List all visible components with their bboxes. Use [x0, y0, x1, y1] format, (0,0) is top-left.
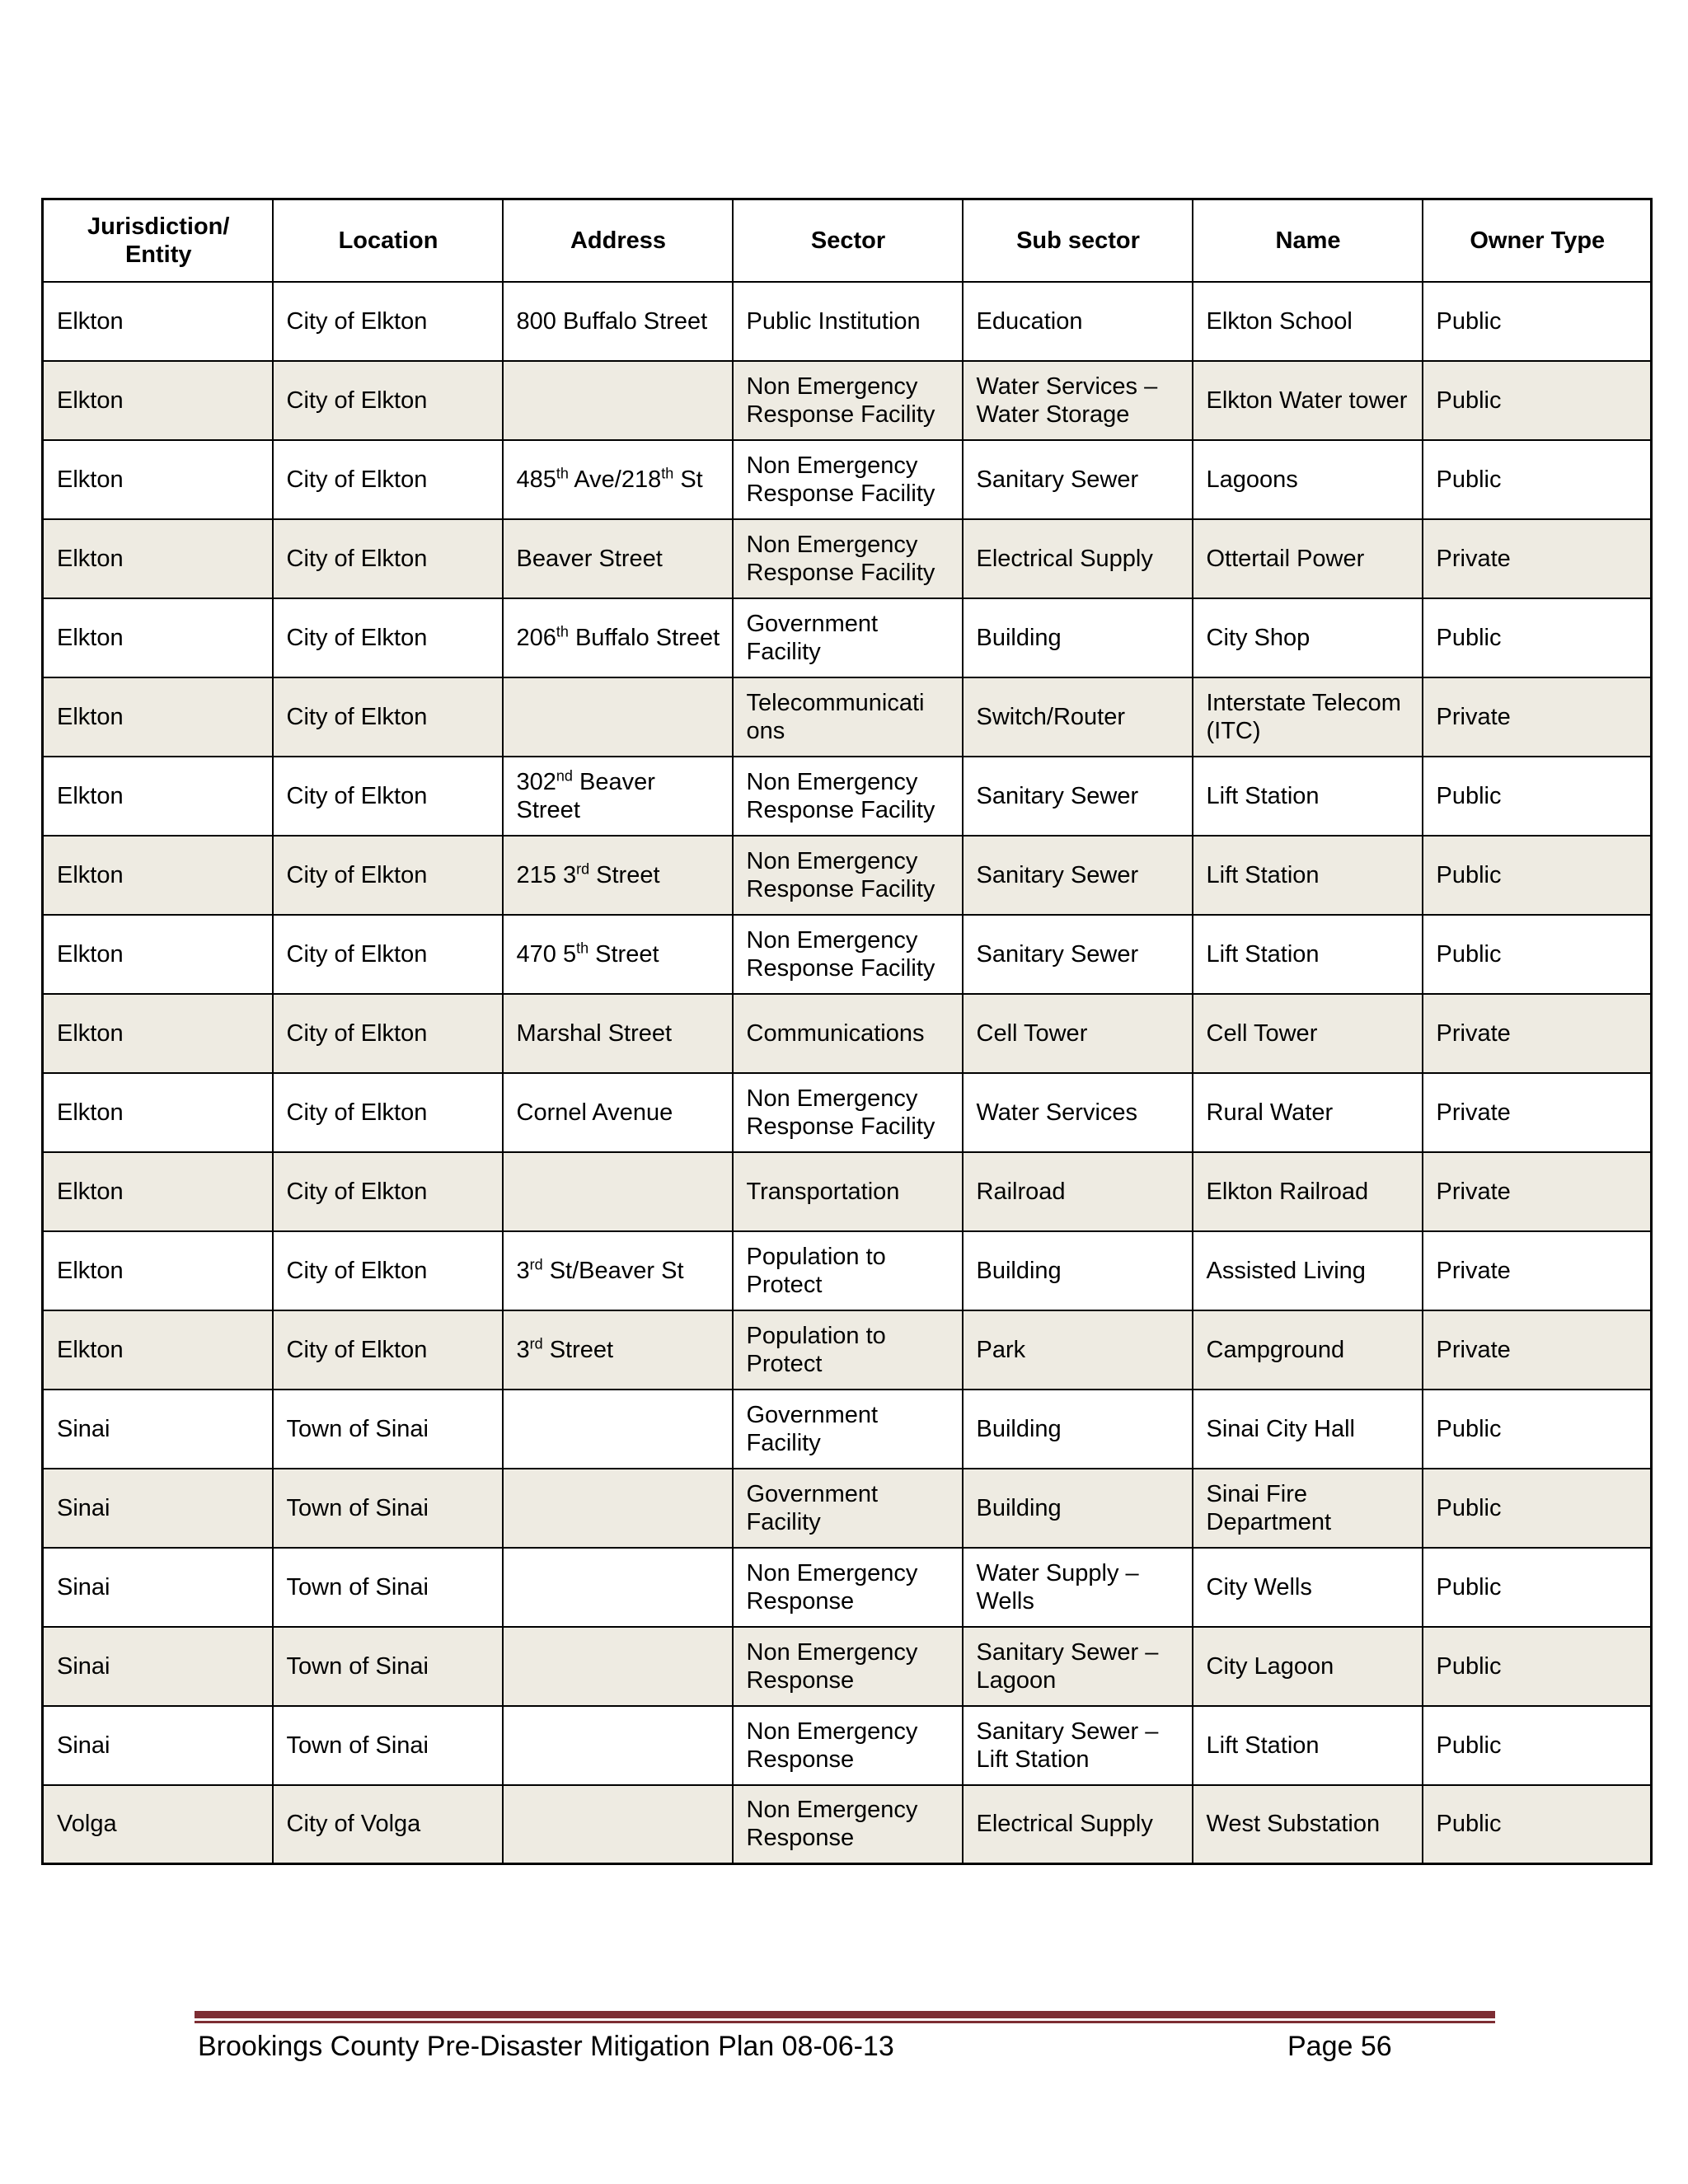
cell-address: Cornel Avenue: [503, 1073, 733, 1152]
cell-subsector: Sanitary Sewer: [963, 915, 1193, 994]
cell-location: City of Elkton: [273, 1231, 503, 1310]
table-row: [43, 440, 1652, 519]
cell-jurisdiction: Sinai: [43, 1548, 273, 1627]
cell-address: Marshal Street: [503, 994, 733, 1073]
table-row: [43, 994, 1652, 1073]
cell-name: Interstate Telecom (ITC): [1193, 677, 1423, 757]
table-row: [43, 836, 1652, 915]
cell-location: City of Elkton: [273, 519, 503, 598]
cell-subsector: Railroad: [963, 1152, 1193, 1231]
cell-jurisdiction: Elkton: [43, 836, 273, 915]
cell-owner-type: Public: [1423, 757, 1652, 836]
cell-owner-type: Public: [1423, 282, 1652, 361]
cell-owner-type: Public: [1423, 1627, 1652, 1706]
cell-jurisdiction: Elkton: [43, 757, 273, 836]
cell-sector: Non Emergency Response: [733, 1706, 963, 1785]
cell-address: [503, 1627, 733, 1706]
cell-name: Assisted Living: [1193, 1231, 1423, 1310]
cell-owner-type: Public: [1423, 915, 1652, 994]
cell-owner-type: Public: [1423, 440, 1652, 519]
cell-owner-type: Public: [1423, 1469, 1652, 1548]
cell-location: City of Elkton: [273, 440, 503, 519]
cell-owner-type: Private: [1423, 1152, 1652, 1231]
cell-subsector: Building: [963, 1469, 1193, 1548]
cell-sector: Non Emergency Response: [733, 1785, 963, 1864]
cell-subsector: Park: [963, 1310, 1193, 1390]
header-jurisdiction: Jurisdiction/ Entity: [43, 199, 273, 282]
cell-owner-type: Public: [1423, 1785, 1652, 1864]
cell-location: City of Elkton: [273, 1310, 503, 1390]
cell-location: Town of Sinai: [273, 1390, 503, 1469]
page-number: Page 56: [1287, 2031, 1392, 2062]
header-sector: Sector: [733, 199, 963, 282]
cell-location: Town of Sinai: [273, 1706, 503, 1785]
cell-sector: Government Facility: [733, 1469, 963, 1548]
table-body: [43, 282, 1652, 1864]
cell-owner-type: Public: [1423, 598, 1652, 677]
table-row: [43, 1469, 1652, 1548]
cell-location: City of Elkton: [273, 361, 503, 440]
cell-location: City of Elkton: [273, 915, 503, 994]
cell-subsector: Building: [963, 598, 1193, 677]
cell-jurisdiction: Elkton: [43, 440, 273, 519]
cell-name: Lift Station: [1193, 836, 1423, 915]
cell-name: City Lagoon: [1193, 1627, 1423, 1706]
table-header: [43, 199, 1652, 282]
cell-subsector: Water Services: [963, 1073, 1193, 1152]
critical-facilities-table: [41, 198, 1653, 1865]
table-row: [43, 598, 1652, 677]
cell-name: Elkton Water tower: [1193, 361, 1423, 440]
cell-location: City of Elkton: [273, 677, 503, 757]
cell-location: Town of Sinai: [273, 1469, 503, 1548]
cell-location: City of Elkton: [273, 1152, 503, 1231]
table-row: [43, 519, 1652, 598]
cell-name: Campground: [1193, 1310, 1423, 1390]
cell-address: 302nd Beaver Street: [503, 757, 733, 836]
cell-jurisdiction: Elkton: [43, 1152, 273, 1231]
cell-name: Lift Station: [1193, 1706, 1423, 1785]
cell-subsector: Sanitary Sewer – Lagoon: [963, 1627, 1193, 1706]
cell-jurisdiction: Volga: [43, 1785, 273, 1864]
cell-owner-type: Private: [1423, 1073, 1652, 1152]
table-row: [43, 1073, 1652, 1152]
cell-name: City Shop: [1193, 598, 1423, 677]
table-row: [43, 1627, 1652, 1706]
cell-address: [503, 1152, 733, 1231]
cell-location: City of Volga: [273, 1785, 503, 1864]
cell-address: 800 Buffalo Street: [503, 282, 733, 361]
table-row: [43, 1785, 1652, 1864]
header-address: Address: [503, 199, 733, 282]
cell-subsector: Sanitary Sewer: [963, 757, 1193, 836]
cell-sector: Transportation: [733, 1152, 963, 1231]
cell-jurisdiction: Sinai: [43, 1469, 273, 1548]
cell-address: 3rd Street: [503, 1310, 733, 1390]
cell-owner-type: Public: [1423, 1390, 1652, 1469]
cell-address: [503, 1469, 733, 1548]
cell-jurisdiction: Sinai: [43, 1627, 273, 1706]
facilities-table-container: [41, 198, 1650, 1865]
cell-subsector: Switch/Router: [963, 677, 1193, 757]
cell-sector: Telecommunicati ons: [733, 677, 963, 757]
table-row: [43, 915, 1652, 994]
cell-sector: Government Facility: [733, 598, 963, 677]
cell-address: 3rd St/Beaver St: [503, 1231, 733, 1310]
cell-jurisdiction: Elkton: [43, 598, 273, 677]
cell-sector: Population to Protect: [733, 1310, 963, 1390]
cell-owner-type: Public: [1423, 836, 1652, 915]
cell-subsector: Building: [963, 1231, 1193, 1310]
cell-address: [503, 1390, 733, 1469]
header-subsector: Sub sector: [963, 199, 1193, 282]
cell-name: Ottertail Power: [1193, 519, 1423, 598]
table-row: [43, 1706, 1652, 1785]
cell-name: Cell Tower: [1193, 994, 1423, 1073]
footer-title: Brookings County Pre-Disaster Mitigation Plan 08-06-13: [198, 2031, 894, 2062]
cell-owner-type: Private: [1423, 1310, 1652, 1390]
footer-rule: [195, 2011, 1495, 2018]
header-name: Name: [1193, 199, 1423, 282]
cell-jurisdiction: Elkton: [43, 361, 273, 440]
cell-jurisdiction: Elkton: [43, 1231, 273, 1310]
cell-subsector: Building: [963, 1390, 1193, 1469]
cell-subsector: Electrical Supply: [963, 1785, 1193, 1864]
cell-sector: Communications: [733, 994, 963, 1073]
cell-sector: Non Emergency Response Facility: [733, 836, 963, 915]
cell-subsector: Water Services – Water Storage: [963, 361, 1193, 440]
header-owner-type: Owner Type: [1423, 199, 1652, 282]
cell-location: City of Elkton: [273, 1073, 503, 1152]
cell-owner-type: Private: [1423, 677, 1652, 757]
cell-location: Town of Sinai: [273, 1627, 503, 1706]
cell-sector: Government Facility: [733, 1390, 963, 1469]
cell-sector: Non Emergency Response Facility: [733, 361, 963, 440]
cell-subsector: Electrical Supply: [963, 519, 1193, 598]
cell-jurisdiction: Sinai: [43, 1706, 273, 1785]
table-row: [43, 677, 1652, 757]
cell-location: City of Elkton: [273, 757, 503, 836]
cell-jurisdiction: Elkton: [43, 915, 273, 994]
cell-address: 206th Buffalo Street: [503, 598, 733, 677]
cell-subsector: Education: [963, 282, 1193, 361]
cell-name: Rural Water: [1193, 1073, 1423, 1152]
table-row: [43, 282, 1652, 361]
cell-address: [503, 677, 733, 757]
cell-address: [503, 1785, 733, 1864]
table-row: [43, 1390, 1652, 1469]
cell-address: 215 3rd Street: [503, 836, 733, 915]
cell-sector: Public Institution: [733, 282, 963, 361]
cell-name: City Wells: [1193, 1548, 1423, 1627]
cell-name: Lagoons: [1193, 440, 1423, 519]
cell-location: City of Elkton: [273, 598, 503, 677]
table-row: [43, 1231, 1652, 1310]
cell-jurisdiction: Elkton: [43, 1073, 273, 1152]
cell-owner-type: Private: [1423, 1231, 1652, 1310]
table-row: [43, 1548, 1652, 1627]
cell-jurisdiction: Elkton: [43, 994, 273, 1073]
cell-owner-type: Public: [1423, 1548, 1652, 1627]
cell-name: West Substation: [1193, 1785, 1423, 1864]
cell-name: Lift Station: [1193, 757, 1423, 836]
cell-jurisdiction: Elkton: [43, 282, 273, 361]
cell-jurisdiction: Elkton: [43, 1310, 273, 1390]
cell-name: Elkton Railroad: [1193, 1152, 1423, 1231]
cell-owner-type: Public: [1423, 361, 1652, 440]
cell-name: Sinai City Hall: [1193, 1390, 1423, 1469]
cell-sector: Non Emergency Response Facility: [733, 519, 963, 598]
cell-sector: Non Emergency Response Facility: [733, 757, 963, 836]
footer-rule-thin: [195, 2021, 1495, 2023]
cell-subsector: Sanitary Sewer – Lift Station: [963, 1706, 1193, 1785]
cell-name: Elkton School: [1193, 282, 1423, 361]
cell-owner-type: Public: [1423, 1706, 1652, 1785]
cell-sector: Population to Protect: [733, 1231, 963, 1310]
cell-jurisdiction: Elkton: [43, 519, 273, 598]
cell-subsector: Sanitary Sewer: [963, 836, 1193, 915]
cell-jurisdiction: Sinai: [43, 1390, 273, 1469]
header-location: Location: [273, 199, 503, 282]
cell-sector: Non Emergency Response Facility: [733, 915, 963, 994]
cell-location: Town of Sinai: [273, 1548, 503, 1627]
cell-sector: Non Emergency Response Facility: [733, 1073, 963, 1152]
cell-sector: Non Emergency Response Facility: [733, 440, 963, 519]
cell-name: Lift Station: [1193, 915, 1423, 994]
cell-address: [503, 1548, 733, 1627]
cell-location: City of Elkton: [273, 836, 503, 915]
table-row: [43, 757, 1652, 836]
cell-owner-type: Private: [1423, 519, 1652, 598]
cell-location: City of Elkton: [273, 282, 503, 361]
cell-address: 470 5th Street: [503, 915, 733, 994]
cell-subsector: Water Supply – Wells: [963, 1548, 1193, 1627]
table-row: [43, 361, 1652, 440]
header-row: [43, 199, 1652, 282]
table-row: [43, 1310, 1652, 1390]
cell-sector: Non Emergency Response: [733, 1627, 963, 1706]
cell-owner-type: Private: [1423, 994, 1652, 1073]
cell-address: [503, 361, 733, 440]
cell-address: Beaver Street: [503, 519, 733, 598]
cell-jurisdiction: Elkton: [43, 677, 273, 757]
cell-address: [503, 1706, 733, 1785]
table-row: [43, 1152, 1652, 1231]
cell-subsector: Sanitary Sewer: [963, 440, 1193, 519]
cell-address: 485th Ave/218th St: [503, 440, 733, 519]
cell-name: Sinai Fire Department: [1193, 1469, 1423, 1548]
cell-location: City of Elkton: [273, 994, 503, 1073]
cell-sector: Non Emergency Response: [733, 1548, 963, 1627]
cell-subsector: Cell Tower: [963, 994, 1193, 1073]
